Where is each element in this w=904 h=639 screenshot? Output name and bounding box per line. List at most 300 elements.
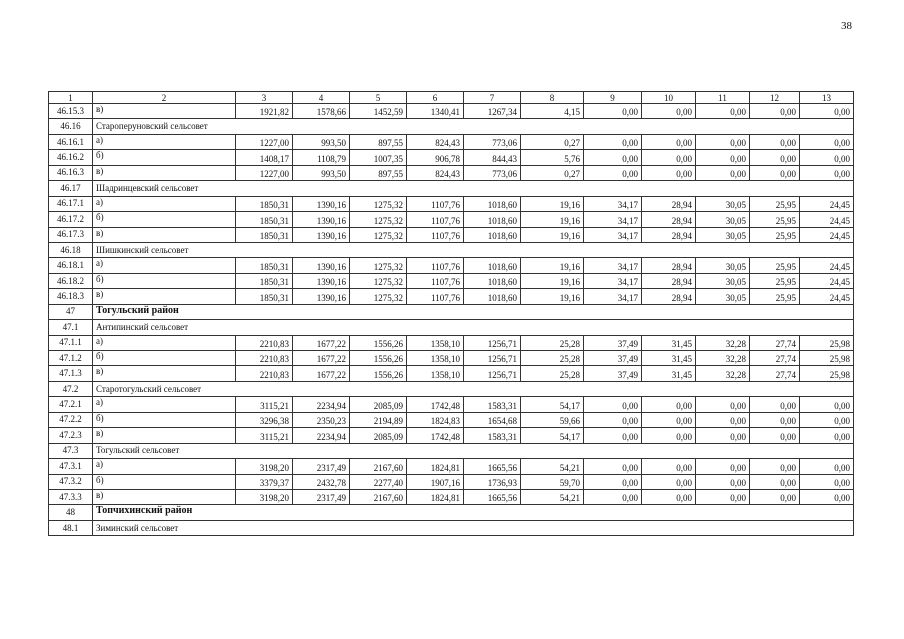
row-code: 48 <box>49 505 93 520</box>
value-cell: 0,00 <box>750 474 800 489</box>
value-cell: 25,98 <box>800 335 854 350</box>
column-number-10: 10 <box>642 92 696 104</box>
value-cell: 1824,81 <box>407 489 464 504</box>
row-label: б) <box>93 212 236 227</box>
value-cell: 1018,60 <box>464 258 521 273</box>
district-row <box>49 505 854 520</box>
section-row <box>49 320 854 335</box>
value-cell: 0,00 <box>584 134 642 149</box>
value-cell: 3198,20 <box>236 489 293 504</box>
section-title: Шишкинский сельсовет <box>93 242 854 257</box>
value-cell: 4,15 <box>521 104 584 119</box>
value-cell: 1108,79 <box>293 150 350 165</box>
value-cell: 1583,31 <box>464 428 521 443</box>
value-cell: 1390,16 <box>293 212 350 227</box>
value-cell: 1267,34 <box>464 104 521 119</box>
value-cell: 897,55 <box>350 165 407 180</box>
row-code: 47.2.2 <box>49 412 93 427</box>
value-cell: 1824,81 <box>407 459 464 474</box>
row-label: в) <box>93 489 236 504</box>
value-cell: 32,28 <box>696 351 750 366</box>
value-cell: 31,45 <box>642 351 696 366</box>
table-row <box>49 397 854 412</box>
value-cell: 19,16 <box>521 258 584 273</box>
district-row <box>49 304 854 319</box>
row-label: б) <box>93 412 236 427</box>
value-cell: 0,00 <box>584 150 642 165</box>
section-title: Антипинский сельсовет <box>93 320 854 335</box>
value-cell: 906,78 <box>407 150 464 165</box>
row-label: а) <box>93 397 236 412</box>
value-cell: 30,05 <box>696 273 750 288</box>
value-cell: 27,74 <box>750 335 800 350</box>
value-cell: 1907,16 <box>407 474 464 489</box>
value-cell: 1578,66 <box>293 104 350 119</box>
value-cell: 34,17 <box>584 212 642 227</box>
column-number-6: 6 <box>407 92 464 104</box>
value-cell: 0,00 <box>696 165 750 180</box>
value-cell: 2085,09 <box>350 397 407 412</box>
value-cell: 1677,22 <box>293 335 350 350</box>
table-row <box>49 335 854 350</box>
table-row <box>49 134 854 149</box>
value-cell: 1665,56 <box>464 459 521 474</box>
row-code: 47.1.2 <box>49 351 93 366</box>
column-number-8: 8 <box>521 92 584 104</box>
column-number-9: 9 <box>584 92 642 104</box>
table-row <box>49 227 854 242</box>
table-row <box>49 351 854 366</box>
row-code: 46.16.1 <box>49 134 93 149</box>
table-row <box>49 489 854 504</box>
value-cell: 32,28 <box>696 335 750 350</box>
value-cell: 0,00 <box>800 489 854 504</box>
value-cell: 0,00 <box>642 397 696 412</box>
value-cell: 2167,60 <box>350 459 407 474</box>
value-cell: 1850,31 <box>236 273 293 288</box>
value-cell: 1850,31 <box>236 227 293 242</box>
value-cell: 28,94 <box>642 289 696 304</box>
value-cell: 1275,32 <box>350 289 407 304</box>
value-cell: 1227,00 <box>236 165 293 180</box>
section-row <box>49 443 854 458</box>
value-cell: 28,94 <box>642 196 696 211</box>
row-label: б) <box>93 273 236 288</box>
value-cell: 0,00 <box>696 412 750 427</box>
table-row <box>49 366 854 381</box>
value-cell: 0,00 <box>750 104 800 119</box>
value-cell: 1275,32 <box>350 212 407 227</box>
value-cell: 1850,31 <box>236 258 293 273</box>
value-cell: 25,98 <box>800 366 854 381</box>
section-title: Зиминский сельсовет <box>93 520 854 535</box>
value-cell: 0,00 <box>642 489 696 504</box>
value-cell: 2210,83 <box>236 335 293 350</box>
value-cell: 0,00 <box>584 165 642 180</box>
value-cell: 28,94 <box>642 227 696 242</box>
value-cell: 1654,68 <box>464 412 521 427</box>
value-cell: 59,66 <box>521 412 584 427</box>
value-cell: 1390,16 <box>293 196 350 211</box>
row-label: в) <box>93 165 236 180</box>
value-cell: 54,17 <box>521 397 584 412</box>
value-cell: 25,28 <box>521 335 584 350</box>
column-number-2: 2 <box>93 92 236 104</box>
value-cell: 5,76 <box>521 150 584 165</box>
value-cell: 2210,83 <box>236 366 293 381</box>
value-cell: 1018,60 <box>464 196 521 211</box>
value-cell: 1358,10 <box>407 335 464 350</box>
value-cell: 0,00 <box>696 150 750 165</box>
row-label: в) <box>93 428 236 443</box>
row-code: 46.16.3 <box>49 165 93 180</box>
row-code: 46.18.2 <box>49 273 93 288</box>
value-cell: 1275,32 <box>350 258 407 273</box>
table-row <box>49 289 854 304</box>
value-cell: 24,45 <box>800 227 854 242</box>
value-cell: 1018,60 <box>464 212 521 227</box>
section-row <box>49 242 854 257</box>
value-cell: 1390,16 <box>293 273 350 288</box>
value-cell: 34,17 <box>584 258 642 273</box>
row-label: б) <box>93 351 236 366</box>
row-code: 47.1.1 <box>49 335 93 350</box>
value-cell: 773,06 <box>464 165 521 180</box>
value-cell: 24,45 <box>800 289 854 304</box>
column-number-5: 5 <box>350 92 407 104</box>
value-cell: 1107,76 <box>407 196 464 211</box>
value-cell: 0,00 <box>750 489 800 504</box>
value-cell: 824,43 <box>407 134 464 149</box>
value-cell: 1921,82 <box>236 104 293 119</box>
value-cell: 0,27 <box>521 165 584 180</box>
table-row <box>49 196 854 211</box>
value-cell: 31,45 <box>642 366 696 381</box>
row-label: а) <box>93 196 236 211</box>
value-cell: 0,00 <box>696 104 750 119</box>
value-cell: 19,16 <box>521 273 584 288</box>
value-cell: 0,00 <box>642 165 696 180</box>
value-cell: 1390,16 <box>293 258 350 273</box>
table-row <box>49 459 854 474</box>
column-number-row <box>49 92 854 104</box>
value-cell: 37,49 <box>584 351 642 366</box>
value-cell: 824,43 <box>407 165 464 180</box>
value-cell: 0,00 <box>750 134 800 149</box>
value-cell: 25,95 <box>750 212 800 227</box>
value-cell: 1107,76 <box>407 212 464 227</box>
value-cell: 1275,32 <box>350 196 407 211</box>
value-cell: 28,94 <box>642 212 696 227</box>
value-cell: 30,05 <box>696 289 750 304</box>
page-number: 38 <box>841 20 852 32</box>
value-cell: 25,28 <box>521 366 584 381</box>
value-cell: 0,00 <box>800 104 854 119</box>
table-row <box>49 428 854 443</box>
value-cell: 37,49 <box>584 366 642 381</box>
row-label: в) <box>93 366 236 381</box>
value-cell: 25,95 <box>750 289 800 304</box>
value-cell: 897,55 <box>350 134 407 149</box>
value-cell: 0,00 <box>584 474 642 489</box>
district-title: Тогульский район <box>93 304 854 319</box>
section-row <box>49 181 854 196</box>
table-row <box>49 412 854 427</box>
value-cell: 30,05 <box>696 212 750 227</box>
table-row <box>49 150 854 165</box>
value-cell: 0,00 <box>584 397 642 412</box>
value-cell: 1677,22 <box>293 351 350 366</box>
value-cell: 2432,78 <box>293 474 350 489</box>
value-cell: 34,17 <box>584 227 642 242</box>
section-row <box>49 520 854 535</box>
value-cell: 1018,60 <box>464 227 521 242</box>
value-cell: 1358,10 <box>407 366 464 381</box>
row-label: а) <box>93 459 236 474</box>
value-cell: 24,45 <box>800 258 854 273</box>
value-cell: 0,00 <box>584 459 642 474</box>
row-code: 47.3 <box>49 443 93 458</box>
row-code: 47 <box>49 304 93 319</box>
value-cell: 28,94 <box>642 258 696 273</box>
value-cell: 1850,31 <box>236 196 293 211</box>
row-code: 47.1.3 <box>49 366 93 381</box>
value-cell: 1007,35 <box>350 150 407 165</box>
value-cell: 0,00 <box>800 459 854 474</box>
section-row <box>49 119 854 134</box>
value-cell: 0,00 <box>750 412 800 427</box>
value-cell: 1736,93 <box>464 474 521 489</box>
value-cell: 2234,94 <box>293 397 350 412</box>
row-code: 47.2.1 <box>49 397 93 412</box>
value-cell: 24,45 <box>800 196 854 211</box>
section-title: Старотогульский сельсовет <box>93 381 854 396</box>
section-title: Староперуновский сельсовет <box>93 119 854 134</box>
section-title: Шадринцевский сельсовет <box>93 181 854 196</box>
value-cell: 993,50 <box>293 165 350 180</box>
value-cell: 0,00 <box>800 134 854 149</box>
value-cell: 2317,49 <box>293 459 350 474</box>
value-cell: 0,00 <box>696 428 750 443</box>
value-cell: 1742,48 <box>407 428 464 443</box>
value-cell: 0,00 <box>642 150 696 165</box>
value-cell: 25,95 <box>750 258 800 273</box>
value-cell: 24,45 <box>800 212 854 227</box>
value-cell: 0,00 <box>800 412 854 427</box>
section-row <box>49 381 854 396</box>
value-cell: 1107,76 <box>407 227 464 242</box>
row-label: в) <box>93 104 236 119</box>
row-code: 46.18 <box>49 242 93 257</box>
value-cell: 25,28 <box>521 351 584 366</box>
column-number-4: 4 <box>293 92 350 104</box>
row-code: 47.3.3 <box>49 489 93 504</box>
row-code: 46.17 <box>49 181 93 196</box>
table-row <box>49 258 854 273</box>
value-cell: 2194,89 <box>350 412 407 427</box>
table-row <box>49 474 854 489</box>
row-code: 48.1 <box>49 520 93 535</box>
value-cell: 1742,48 <box>407 397 464 412</box>
value-cell: 0,00 <box>750 150 800 165</box>
value-cell: 773,06 <box>464 134 521 149</box>
value-cell: 59,70 <box>521 474 584 489</box>
row-label: а) <box>93 134 236 149</box>
row-code: 46.16.2 <box>49 150 93 165</box>
row-code: 46.17.1 <box>49 196 93 211</box>
row-code: 46.15.3 <box>49 104 93 119</box>
row-label: в) <box>93 227 236 242</box>
value-cell: 1358,10 <box>407 351 464 366</box>
value-cell: 0,00 <box>642 134 696 149</box>
value-cell: 993,50 <box>293 134 350 149</box>
row-label: в) <box>93 289 236 304</box>
value-cell: 27,74 <box>750 366 800 381</box>
value-cell: 24,45 <box>800 273 854 288</box>
value-cell: 0,00 <box>800 428 854 443</box>
column-number-3: 3 <box>236 92 293 104</box>
value-cell: 34,17 <box>584 289 642 304</box>
value-cell: 0,00 <box>800 150 854 165</box>
value-cell: 2167,60 <box>350 489 407 504</box>
row-label: а) <box>93 335 236 350</box>
value-cell: 25,95 <box>750 227 800 242</box>
value-cell: 19,16 <box>521 196 584 211</box>
row-code: 47.1 <box>49 320 93 335</box>
value-cell: 54,21 <box>521 489 584 504</box>
value-cell: 0,00 <box>696 134 750 149</box>
value-cell: 1556,26 <box>350 366 407 381</box>
value-cell: 31,45 <box>642 335 696 350</box>
row-code: 47.2 <box>49 381 93 396</box>
value-cell: 32,28 <box>696 366 750 381</box>
value-cell: 19,16 <box>521 289 584 304</box>
table-row <box>49 165 854 180</box>
value-cell: 1227,00 <box>236 134 293 149</box>
value-cell: 54,17 <box>521 428 584 443</box>
value-cell: 844,43 <box>464 150 521 165</box>
value-cell: 0,00 <box>642 104 696 119</box>
value-cell: 0,00 <box>750 165 800 180</box>
value-cell: 19,16 <box>521 227 584 242</box>
value-cell: 1583,31 <box>464 397 521 412</box>
value-cell: 1390,16 <box>293 289 350 304</box>
value-cell: 1107,76 <box>407 289 464 304</box>
value-cell: 1018,60 <box>464 289 521 304</box>
value-cell: 1850,31 <box>236 289 293 304</box>
value-cell: 0,00 <box>696 489 750 504</box>
value-cell: 3296,38 <box>236 412 293 427</box>
table-row <box>49 212 854 227</box>
value-cell: 3198,20 <box>236 459 293 474</box>
value-cell: 0,00 <box>642 459 696 474</box>
value-cell: 1408,17 <box>236 150 293 165</box>
value-cell: 1677,22 <box>293 366 350 381</box>
value-cell: 1018,60 <box>464 273 521 288</box>
value-cell: 0,00 <box>696 459 750 474</box>
value-cell: 2277,40 <box>350 474 407 489</box>
value-cell: 1850,31 <box>236 212 293 227</box>
value-cell: 30,05 <box>696 258 750 273</box>
value-cell: 0,00 <box>750 428 800 443</box>
value-cell: 27,74 <box>750 351 800 366</box>
row-label: а) <box>93 258 236 273</box>
value-cell: 25,98 <box>800 351 854 366</box>
column-number-7: 7 <box>464 92 521 104</box>
value-cell: 0,27 <box>521 134 584 149</box>
value-cell: 1275,32 <box>350 227 407 242</box>
value-cell: 0,00 <box>696 474 750 489</box>
value-cell: 0,00 <box>584 104 642 119</box>
column-number-1: 1 <box>49 92 93 104</box>
value-cell: 1256,71 <box>464 366 521 381</box>
value-cell: 34,17 <box>584 273 642 288</box>
value-cell: 0,00 <box>584 428 642 443</box>
row-code: 46.16 <box>49 119 93 134</box>
value-cell: 37,49 <box>584 335 642 350</box>
value-cell: 0,00 <box>750 397 800 412</box>
value-cell: 54,21 <box>521 459 584 474</box>
value-cell: 0,00 <box>696 397 750 412</box>
value-cell: 0,00 <box>642 412 696 427</box>
value-cell: 2234,94 <box>293 428 350 443</box>
table-row <box>49 273 854 288</box>
row-code: 47.3.1 <box>49 459 93 474</box>
table-body <box>49 92 854 536</box>
row-code: 47.2.3 <box>49 428 93 443</box>
value-cell: 1824,83 <box>407 412 464 427</box>
value-cell: 0,00 <box>800 474 854 489</box>
row-label: б) <box>93 474 236 489</box>
value-cell: 25,95 <box>750 273 800 288</box>
value-cell: 2085,09 <box>350 428 407 443</box>
value-cell: 1556,26 <box>350 351 407 366</box>
column-number-11: 11 <box>696 92 750 104</box>
section-title: Тогульский сельсовет <box>93 443 854 458</box>
table-row <box>49 104 854 119</box>
row-code: 46.17.3 <box>49 227 93 242</box>
value-cell: 3115,21 <box>236 397 293 412</box>
row-code: 47.3.2 <box>49 474 93 489</box>
value-cell: 1107,76 <box>407 258 464 273</box>
value-cell: 0,00 <box>584 412 642 427</box>
value-cell: 1107,76 <box>407 273 464 288</box>
value-cell: 1340,41 <box>407 104 464 119</box>
value-cell: 1556,26 <box>350 335 407 350</box>
column-number-12: 12 <box>750 92 800 104</box>
value-cell: 25,95 <box>750 196 800 211</box>
value-cell: 1665,56 <box>464 489 521 504</box>
value-cell: 1452,59 <box>350 104 407 119</box>
row-code: 46.17.2 <box>49 212 93 227</box>
value-cell: 1390,16 <box>293 227 350 242</box>
value-cell: 3379,37 <box>236 474 293 489</box>
row-code: 46.18.1 <box>49 258 93 273</box>
tariff-table <box>48 91 854 536</box>
value-cell: 2317,49 <box>293 489 350 504</box>
value-cell: 1256,71 <box>464 335 521 350</box>
row-code: 46.18.3 <box>49 289 93 304</box>
value-cell: 0,00 <box>642 474 696 489</box>
value-cell: 0,00 <box>750 459 800 474</box>
value-cell: 0,00 <box>584 489 642 504</box>
value-cell: 28,94 <box>642 273 696 288</box>
value-cell: 3115,21 <box>236 428 293 443</box>
column-number-13: 13 <box>800 92 854 104</box>
value-cell: 30,05 <box>696 196 750 211</box>
value-cell: 19,16 <box>521 212 584 227</box>
value-cell: 0,00 <box>642 428 696 443</box>
